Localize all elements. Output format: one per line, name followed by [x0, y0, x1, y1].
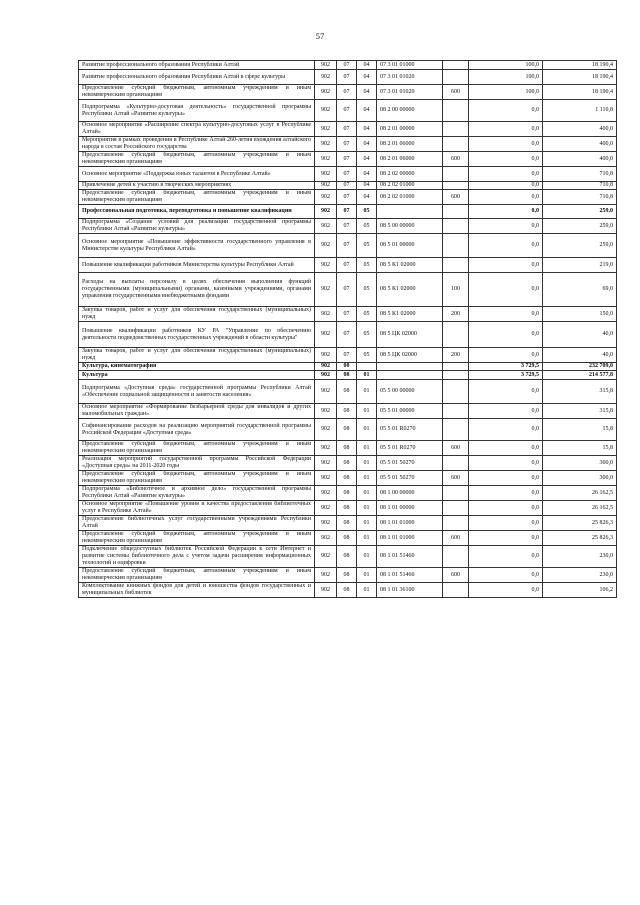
row-section: 07: [337, 137, 357, 152]
row-target-article: 08 1 01 36100: [377, 583, 443, 598]
row-target-article: 05 5 01 00000: [377, 404, 443, 419]
row-subsection: 04: [357, 85, 377, 100]
table-row: [79, 531, 617, 546]
row-name: Развитие профессионального образования Республики Алтай: [79, 61, 315, 70]
row-section: 08: [337, 404, 357, 419]
row-section: 07: [337, 152, 357, 167]
row-subsection: 01: [357, 486, 377, 501]
row-name: Закупка товаров, работ и услуг для обеспечения государственных (муниципальных) нужд: [79, 307, 315, 322]
row-subsection: 04: [357, 190, 377, 205]
row-expense-type: [443, 486, 469, 501]
row-subsection: [357, 363, 377, 371]
row-code: 902: [315, 205, 337, 219]
row-value-2: 400,0: [543, 152, 617, 167]
row-value-1: 0,0: [469, 471, 543, 486]
row-subsection: 01: [357, 371, 377, 380]
table-row: [79, 348, 617, 363]
row-section: 07: [337, 167, 357, 182]
row-value-1: 100,0: [469, 70, 543, 85]
row-value-1: 0,0: [469, 273, 543, 307]
row-target-article: 08 1 01 00000: [377, 501, 443, 516]
row-target-article: 05 5 01 50270: [377, 456, 443, 471]
row-value-1: 0,0: [469, 190, 543, 205]
table-row: [79, 568, 617, 583]
row-code: 902: [315, 85, 337, 100]
row-name: Мероприятия в рамках проведения в Республике Алтай 260-летия вхождения алтайского народа в состав Российского государства: [79, 137, 315, 152]
row-value-1: 100,0: [469, 61, 543, 70]
row-code: 902: [315, 100, 337, 122]
table-row: [79, 501, 617, 516]
row-name: Основное мероприятие «Поддержка юных талантов в Республике Алтай»: [79, 167, 315, 182]
row-section: 08: [337, 456, 357, 471]
row-subsection: 04: [357, 61, 377, 70]
row-value-1: 0,0: [469, 322, 543, 348]
row-expense-type: 600: [443, 441, 469, 456]
row-value-2: 214 577,8: [543, 371, 617, 380]
row-target-article: 08 5 К1 02000: [377, 258, 443, 273]
table-row: [79, 234, 617, 258]
row-value-2: 259,0: [543, 234, 617, 258]
row-subsection: 04: [357, 100, 377, 122]
row-value-2: 40,0: [543, 322, 617, 348]
row-value-2: 400,0: [543, 137, 617, 152]
row-name: Подпрограмма «Библиотечное и архивное дело» государственной программы Республики Алтай «Развитие культуры»: [79, 486, 315, 501]
row-section: 08: [337, 531, 357, 546]
row-name: Культура: [79, 371, 315, 380]
row-target-article: 08 2 01 00000: [377, 122, 443, 137]
row-value-1: 0,0: [469, 258, 543, 273]
table-row: [79, 219, 617, 234]
row-target-article: 08 1 01 01000: [377, 516, 443, 531]
row-target-article: 08 1 00 00000: [377, 486, 443, 501]
row-code: 902: [315, 501, 337, 516]
table-row: [79, 167, 617, 182]
row-value-2: 300,0: [543, 471, 617, 486]
table-row: [79, 70, 617, 85]
row-code: 902: [315, 348, 337, 363]
row-section: 08: [337, 486, 357, 501]
row-expense-type: [443, 122, 469, 137]
row-expense-type: [443, 182, 469, 190]
row-subsection: 01: [357, 583, 377, 598]
row-subsection: 05: [357, 205, 377, 219]
table-row: [79, 258, 617, 273]
row-expense-type: [443, 516, 469, 531]
table-row: [79, 419, 617, 441]
row-name: Подпрограмма «Доступная среда» государственной программы Республики Алтай «Обеспечение социальной защищенности и занятости населения»: [79, 380, 315, 404]
row-name: Профессиональная подготовка, переподготовка и повышение квалификации: [79, 205, 315, 219]
row-name: Подпрограмма «Создание условий для реализации государственной программы Республики Алтай «Развитие культуры»: [79, 219, 315, 234]
row-value-1: 0,0: [469, 167, 543, 182]
row-subsection: 01: [357, 546, 377, 568]
table-row: [79, 100, 617, 122]
row-expense-type: 600: [443, 531, 469, 546]
row-expense-type: [443, 167, 469, 182]
row-value-1: 0,0: [469, 182, 543, 190]
row-subsection: 01: [357, 531, 377, 546]
row-section: 07: [337, 307, 357, 322]
table-row: [79, 471, 617, 486]
row-name: Развитие профессионального образования Республики Алтай в сфере культуры: [79, 70, 315, 85]
row-subsection: 01: [357, 568, 377, 583]
row-target-article: 07 3 01 01000: [377, 61, 443, 70]
table-row: [79, 380, 617, 404]
row-expense-type: [443, 205, 469, 219]
row-expense-type: [443, 322, 469, 348]
table-row: [79, 307, 617, 322]
row-value-1: 0,0: [469, 419, 543, 441]
row-name: Подключение общедоступных библиотек Российской Федерации к сети Интернет и развитие системы библиотечного дела с учетом задачи расширения информационных технологий и оцифровки: [79, 546, 315, 568]
row-subsection: 01: [357, 501, 377, 516]
row-code: 902: [315, 546, 337, 568]
row-value-2: 18 190,4: [543, 85, 617, 100]
row-code: 902: [315, 190, 337, 205]
row-name: Предоставление субсидий бюджетным, автономным учреждениям и иным некоммерческим организациям: [79, 85, 315, 100]
row-section: 07: [337, 322, 357, 348]
row-value-2: 1 110,8: [543, 100, 617, 122]
row-target-article: 08 5 ЦК 02000: [377, 322, 443, 348]
row-value-1: 0,0: [469, 516, 543, 531]
row-target-article: 08 2 00 00000: [377, 100, 443, 122]
row-code: 902: [315, 307, 337, 322]
row-value-2: 18 190,4: [543, 61, 617, 70]
row-name: Закупка товаров, работ и услуг для обеспечения государственных (муниципальных) нужд: [79, 348, 315, 363]
row-target-article: 08 2 02 00000: [377, 167, 443, 182]
table-row: [79, 122, 617, 137]
row-section: 07: [337, 70, 357, 85]
row-name: Предоставление библиотечных услуг государственными учреждениями Республики Алтай: [79, 516, 315, 531]
row-value-1: 0,0: [469, 568, 543, 583]
row-name: Привлечение детей к участию в творческих мероприятиях: [79, 182, 315, 190]
row-expense-type: [443, 380, 469, 404]
row-code: 902: [315, 219, 337, 234]
row-code: 902: [315, 137, 337, 152]
row-expense-type: [443, 404, 469, 419]
row-code: 902: [315, 363, 337, 371]
row-section: 07: [337, 100, 357, 122]
row-subsection: 04: [357, 167, 377, 182]
row-section: 08: [337, 471, 357, 486]
row-section: 07: [337, 273, 357, 307]
row-value-1: 0,0: [469, 583, 543, 598]
row-subsection: 04: [357, 137, 377, 152]
row-subsection: 01: [357, 419, 377, 441]
row-value-2: 150,0: [543, 307, 617, 322]
row-code: 902: [315, 516, 337, 531]
row-expense-type: 100: [443, 273, 469, 307]
row-code: 902: [315, 471, 337, 486]
row-section: 07: [337, 234, 357, 258]
row-expense-type: [443, 100, 469, 122]
table-row: [79, 363, 617, 371]
row-code: 902: [315, 234, 337, 258]
row-code: 902: [315, 380, 337, 404]
row-name: Предоставление субсидий бюджетным, автономным учреждениям и иным некоммерческим организациям: [79, 471, 315, 486]
row-expense-type: [443, 371, 469, 380]
row-code: 902: [315, 486, 337, 501]
table-row: [79, 61, 617, 70]
row-code: 902: [315, 456, 337, 471]
row-value-2: 230,0: [543, 546, 617, 568]
row-name: Расходы на выплаты персоналу в целях обеспечения выполнения функций государственными (муниципальными) органами, казенными учреждениями, органами управления государственными внебюджетными фондами: [79, 273, 315, 307]
row-expense-type: [443, 61, 469, 70]
row-value-1: 0,0: [469, 380, 543, 404]
row-value-1: 0,0: [469, 152, 543, 167]
table-row: [79, 583, 617, 598]
row-code: 902: [315, 122, 337, 137]
row-expense-type: [443, 137, 469, 152]
row-expense-type: 200: [443, 307, 469, 322]
row-value-2: 230,0: [543, 568, 617, 583]
table-row: [79, 190, 617, 205]
row-value-1: 3 729,5: [469, 371, 543, 380]
table-row: [79, 371, 617, 380]
table-row: [79, 516, 617, 531]
row-code: 902: [315, 404, 337, 419]
row-target-article: 07 3 01 01020: [377, 70, 443, 85]
row-value-2: 106,2: [543, 583, 617, 598]
table-row: [79, 322, 617, 348]
row-name: Основное мероприятие «Повышение уровня и качества предоставления библиотечных услуг в Республике Алтай»: [79, 501, 315, 516]
row-name: Предоставление субсидий бюджетным, автономным учреждениям и иным некоммерческим организациям: [79, 152, 315, 167]
row-name: Основное мероприятие «Повышение эффективности государственного управления в Министерстве культуры Республики Алтай»: [79, 234, 315, 258]
table-row: [79, 182, 617, 190]
row-expense-type: [443, 546, 469, 568]
row-target-article: 08 5 00 00000: [377, 219, 443, 234]
row-value-1: 0,0: [469, 456, 543, 471]
row-name: Основное мероприятие «Расширение спектра культурно-досуговых услуг в Республике Алтай»: [79, 122, 315, 137]
row-value-2: 315,8: [543, 380, 617, 404]
row-expense-type: [443, 258, 469, 273]
row-target-article: 08 5 ЦК 02000: [377, 348, 443, 363]
row-name: Предоставление субсидий бюджетным, автономным учреждениям и иным некоммерческим организациям: [79, 531, 315, 546]
row-name: Комплектование книжных фондов для детей и юношества фондов государственных и муниципальных библиотек: [79, 583, 315, 598]
row-expense-type: [443, 70, 469, 85]
row-subsection: 05: [357, 322, 377, 348]
row-target-article: 08 2 02 01000: [377, 182, 443, 190]
row-section: 07: [337, 61, 357, 70]
row-target-article: 05 5 01 50270: [377, 471, 443, 486]
row-subsection: 01: [357, 404, 377, 419]
row-expense-type: [443, 363, 469, 371]
row-section: 08: [337, 583, 357, 598]
row-expense-type: 600: [443, 85, 469, 100]
row-name: Предоставление субсидий бюджетным, автономным учреждениям и иным некоммерческим организациям: [79, 568, 315, 583]
row-value-2: 710,8: [543, 167, 617, 182]
row-value-2: 26 162,5: [543, 486, 617, 501]
row-value-2: 259,0: [543, 205, 617, 219]
row-code: 902: [315, 322, 337, 348]
row-target-article: 08 2 01 06000: [377, 152, 443, 167]
row-subsection: 01: [357, 516, 377, 531]
row-code: 902: [315, 568, 337, 583]
table-row: [79, 137, 617, 152]
row-section: 07: [337, 258, 357, 273]
row-section: 07: [337, 85, 357, 100]
row-value-1: 0,0: [469, 307, 543, 322]
table-row: [79, 152, 617, 167]
row-subsection: 04: [357, 152, 377, 167]
row-value-2: 710,8: [543, 190, 617, 205]
row-target-article: 08 1 01 51460: [377, 546, 443, 568]
row-name: Предоставление субсидий бюджетным, автономным учреждениям и иным некоммерческим организациям: [79, 190, 315, 205]
row-section: 08: [337, 441, 357, 456]
table-row: [79, 404, 617, 419]
row-subsection: 05: [357, 258, 377, 273]
row-target-article: 08 2 02 01000: [377, 190, 443, 205]
row-section: 07: [337, 190, 357, 205]
row-section: 07: [337, 122, 357, 137]
row-code: 902: [315, 152, 337, 167]
row-value-1: 0,0: [469, 234, 543, 258]
row-expense-type: 600: [443, 190, 469, 205]
row-target-article: [377, 371, 443, 380]
row-code: 902: [315, 167, 337, 182]
row-value-2: 40,0: [543, 348, 617, 363]
row-value-2: 15,8: [543, 441, 617, 456]
row-value-1: 0,0: [469, 137, 543, 152]
row-section: 08: [337, 419, 357, 441]
row-value-1: 0,0: [469, 348, 543, 363]
row-target-article: 05 5 01 R0270: [377, 441, 443, 456]
row-target-article: 08 2 01 06000: [377, 137, 443, 152]
row-target-article: 08 5 К1 02000: [377, 273, 443, 307]
row-name: Софинансирование расходов на реализацию мероприятий государственной программы Российской Федерации «Доступная среда»: [79, 419, 315, 441]
row-code: 902: [315, 70, 337, 85]
row-target-article: 08 1 01 01000: [377, 531, 443, 546]
table-row: [79, 456, 617, 471]
row-value-1: 0,0: [469, 219, 543, 234]
table-row: [79, 205, 617, 219]
row-value-1: 0,0: [469, 441, 543, 456]
row-code: 902: [315, 531, 337, 546]
row-value-2: 26 162,5: [543, 501, 617, 516]
row-subsection: 05: [357, 219, 377, 234]
row-code: 902: [315, 583, 337, 598]
row-expense-type: 200: [443, 348, 469, 363]
row-value-2: 300,0: [543, 456, 617, 471]
row-target-article: 05 5 00 00000: [377, 380, 443, 404]
row-code: 902: [315, 441, 337, 456]
row-name: Основное мероприятие «Формирование безбарьерной среды для инвалидов и других маломобильных граждан»: [79, 404, 315, 419]
page-number: 57: [315, 31, 325, 41]
row-subsection: 01: [357, 441, 377, 456]
row-subsection: 04: [357, 122, 377, 137]
row-value-2: 710,8: [543, 182, 617, 190]
row-code: 902: [315, 61, 337, 70]
row-subsection: 04: [357, 182, 377, 190]
row-value-2: 15,8: [543, 419, 617, 441]
row-subsection: 05: [357, 307, 377, 322]
row-section: 07: [337, 182, 357, 190]
row-value-2: 25 826,3: [543, 531, 617, 546]
row-target-article: 08 1 01 51460: [377, 568, 443, 583]
row-section: 08: [337, 546, 357, 568]
row-value-1: 0,0: [469, 122, 543, 137]
row-name: Культура, кинематография: [79, 363, 315, 371]
row-code: 902: [315, 371, 337, 380]
row-target-article: 08 5 К1 02000: [377, 307, 443, 322]
row-expense-type: 600: [443, 152, 469, 167]
row-code: 902: [315, 258, 337, 273]
row-expense-type: [443, 219, 469, 234]
row-name: Повышение квалификации работников КУ РА "Управление по обеспечению деятельности подведомственных государственных учреждений в области культуры": [79, 322, 315, 348]
row-target-article: 05 5 01 R0270: [377, 419, 443, 441]
row-expense-type: [443, 583, 469, 598]
row-value-1: 0,0: [469, 205, 543, 219]
row-value-1: 0,0: [469, 501, 543, 516]
row-value-1: 100,0: [469, 85, 543, 100]
row-value-2: 259,0: [543, 219, 617, 234]
row-target-article: [377, 205, 443, 219]
row-target-article: [377, 363, 443, 371]
table-row: [79, 546, 617, 568]
row-subsection: 01: [357, 380, 377, 404]
row-expense-type: 600: [443, 471, 469, 486]
row-value-2: 18 190,4: [543, 70, 617, 85]
row-name: Предоставление субсидий бюджетным, автономным учреждениям и иным некоммерческим организациям: [79, 441, 315, 456]
row-value-1: 3 729,5: [469, 363, 543, 371]
row-name: Подпрограмма «Культурно-досуговая деятельность» государственной программы Республики Алтай «Развитие культуры»: [79, 100, 315, 122]
row-section: 07: [337, 219, 357, 234]
row-target-article: 07 3 01 01020: [377, 85, 443, 100]
row-value-1: 0,0: [469, 486, 543, 501]
row-code: 902: [315, 419, 337, 441]
row-value-1: 0,0: [469, 531, 543, 546]
row-section: 08: [337, 371, 357, 380]
row-value-2: 69,0: [543, 273, 617, 307]
row-expense-type: [443, 419, 469, 441]
row-subsection: 05: [357, 234, 377, 258]
row-section: 08: [337, 568, 357, 583]
row-code: 902: [315, 182, 337, 190]
row-section: 07: [337, 348, 357, 363]
row-expense-type: [443, 234, 469, 258]
row-target-article: 08 5 01 00000: [377, 234, 443, 258]
row-subsection: 05: [357, 348, 377, 363]
table-row: [79, 486, 617, 501]
row-section: 08: [337, 516, 357, 531]
row-section: 08: [337, 501, 357, 516]
row-expense-type: 600: [443, 568, 469, 583]
row-name: Повышение квалификации работников Министерства культуры Республики Алтай: [79, 258, 315, 273]
budget-table: [78, 60, 617, 598]
table-row: [79, 273, 617, 307]
row-value-2: 400,0: [543, 122, 617, 137]
row-expense-type: [443, 501, 469, 516]
table-row: [79, 85, 617, 100]
row-subsection: 05: [357, 273, 377, 307]
row-value-2: 232 709,0: [543, 363, 617, 371]
row-value-1: 0,0: [469, 100, 543, 122]
row-value-1: 0,0: [469, 546, 543, 568]
table-row: [79, 441, 617, 456]
row-subsection: 01: [357, 456, 377, 471]
row-section: 07: [337, 205, 357, 219]
row-code: 902: [315, 273, 337, 307]
row-expense-type: [443, 456, 469, 471]
row-value-2: 315,8: [543, 404, 617, 419]
row-section: 08: [337, 380, 357, 404]
row-subsection: 04: [357, 70, 377, 85]
row-subsection: 01: [357, 471, 377, 486]
row-value-2: 25 826,3: [543, 516, 617, 531]
row-name: Реализация мероприятий государственной программы Российской Федерации «Доступная среда» на 2011-2020 годы: [79, 456, 315, 471]
row-section: 08: [337, 363, 357, 371]
row-value-1: 0,0: [469, 404, 543, 419]
row-value-2: 219,0: [543, 258, 617, 273]
